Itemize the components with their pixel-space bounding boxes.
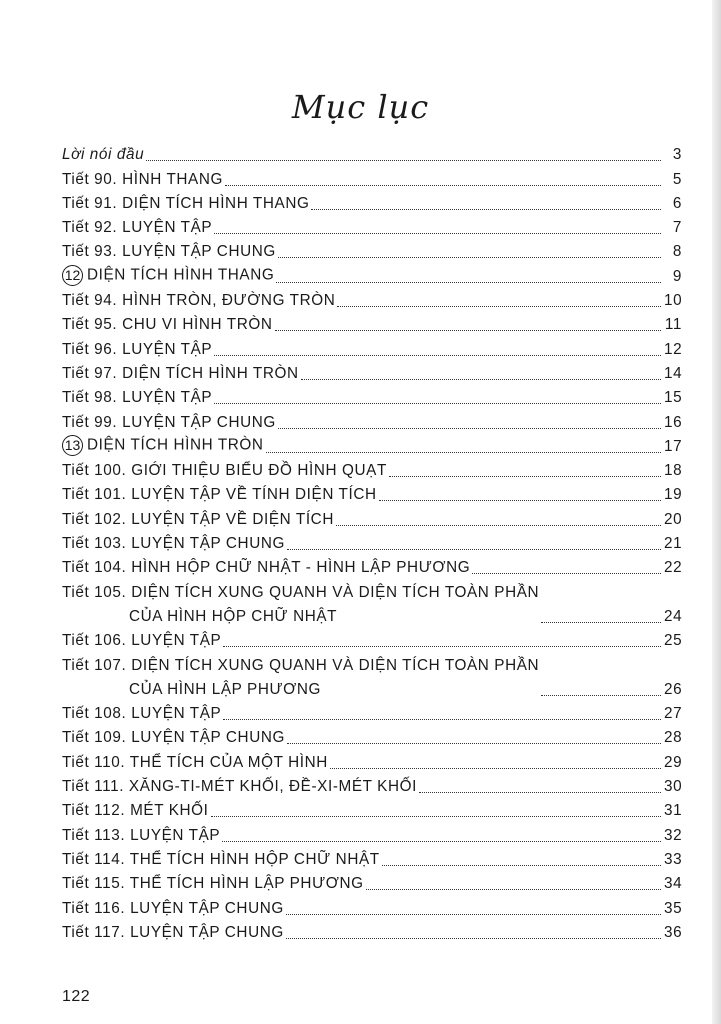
toc-entry-page: 30 <box>664 778 683 796</box>
toc-entry-page: 29 <box>664 753 683 771</box>
toc-entry <box>62 650 682 699</box>
toc-entry-page: 21 <box>664 535 683 553</box>
toc-entry-title: Tiết 116. LUYỆN TẬP CHUNG <box>62 899 284 917</box>
toc-entry-label-group <box>62 851 380 869</box>
toc-entry-title-line <box>62 435 264 456</box>
toc-entry-title-line <box>62 389 212 407</box>
toc-entry-title-line <box>62 462 387 480</box>
toc-entry <box>62 820 682 844</box>
toc-entry-title: Tiết 115. THỂ TÍCH HÌNH LẬP PHƯƠNG <box>62 875 364 893</box>
toc-entry-label-group <box>62 389 212 407</box>
toc-entry-page: 10 <box>664 292 683 310</box>
toc-entry-title: Tiết 95. CHU VI HÌNH TRÒN <box>62 316 273 334</box>
toc-entry-label-group <box>62 365 299 383</box>
toc-entry-page: 27 <box>664 705 683 723</box>
toc-entry-label-group <box>62 219 212 237</box>
dot-leader <box>419 792 661 793</box>
toc-entry-page: 28 <box>664 729 683 747</box>
dot-leader <box>225 185 661 186</box>
toc-entry-title: Tiết 105. DIỆN TÍCH XUNG QUANH VÀ DIỆN TÍCH TOÀN PHẦN <box>62 583 540 601</box>
toc-entry-page: 35 <box>664 899 683 917</box>
dot-leader <box>278 257 661 258</box>
toc-entry-title: DIỆN TÍCH HÌNH THANG <box>87 266 275 284</box>
toc-entry-page: 8 <box>672 243 682 261</box>
toc-entry-label-group <box>62 559 470 577</box>
toc-entry-title-line <box>62 802 209 820</box>
dot-leader <box>541 622 661 623</box>
toc-entry-title: Tiết 112. MÉT KHỐI <box>62 802 209 820</box>
toc-entry-title: Tiết 104. HÌNH HỘP CHỮ NHẬT - HÌNH LẬP PHƯƠNG <box>62 559 471 577</box>
toc-entry-title: Tiết 98. LUYỆN TẬP <box>62 389 213 407</box>
toc-entry-title: Tiết 99. LUYỆN TẬP CHUNG <box>62 413 276 431</box>
toc-entry-page: 16 <box>664 413 683 431</box>
dot-leader <box>336 525 661 526</box>
toc-entry-label-group <box>62 778 417 796</box>
toc-entry-title-line <box>62 243 276 261</box>
toc-entry-label-group <box>62 195 309 213</box>
toc-entry <box>62 237 682 261</box>
toc-entry <box>62 529 682 553</box>
toc-entry <box>62 164 682 188</box>
toc-entry-title: Tiết 96. LUYỆN TẬP <box>62 340 213 358</box>
toc-entry <box>62 893 682 917</box>
toc-entry <box>62 480 682 504</box>
toc-entry-label-group <box>62 535 285 553</box>
toc-entry <box>62 261 682 285</box>
toc-entry-title-line <box>62 924 284 942</box>
toc-entry-title-line <box>62 729 285 747</box>
toc-entry-label-group <box>62 292 335 310</box>
dot-leader <box>382 865 661 866</box>
toc-entry-title: Tiết 106. LUYỆN TẬP <box>62 632 222 650</box>
dot-leader <box>301 379 661 380</box>
dot-leader <box>472 573 661 574</box>
toc-entry-page: 18 <box>664 462 683 480</box>
toc-entry-label-group <box>62 584 539 626</box>
toc-entry-label-group <box>62 705 221 723</box>
dot-leader <box>278 428 661 429</box>
page-title: Mục lục <box>291 88 430 126</box>
dot-leader <box>337 306 661 307</box>
toc-entry <box>62 432 682 456</box>
toc-entry-title-line <box>62 584 539 602</box>
toc-entry-title: Tiết 108. LUYỆN TẬP <box>62 705 222 723</box>
toc-entry <box>62 772 682 796</box>
toc-entry-label-group <box>62 316 273 334</box>
dot-leader <box>287 743 661 744</box>
toc-entry-page: 9 <box>672 267 682 285</box>
toc-entry-label-group <box>62 802 209 820</box>
dot-leader <box>541 695 661 696</box>
toc-entry-title: Tiết 117. LUYỆN TẬP CHUNG <box>62 923 284 941</box>
toc-entry <box>62 310 682 334</box>
toc-entry-page: 7 <box>672 219 682 237</box>
toc-entry-title: Tiết 103. LUYỆN TẬP CHUNG <box>62 535 285 553</box>
toc-entry-page: 32 <box>664 826 683 844</box>
toc-entry <box>62 699 682 723</box>
dot-leader <box>366 889 661 890</box>
toc-entry-label-group <box>62 657 539 699</box>
dot-leader <box>146 160 661 161</box>
toc-entry-page: 15 <box>664 389 683 407</box>
toc-entry-title: Tiết 97. DIỆN TÍCH HÌNH TRÒN <box>62 364 299 382</box>
dot-leader <box>311 209 661 210</box>
toc-entry-title-line <box>62 511 334 529</box>
toc-entry-label-group <box>62 924 284 942</box>
dot-leader <box>211 816 661 817</box>
dot-leader <box>223 646 661 647</box>
toc-entry-page: 6 <box>672 194 682 212</box>
toc-entry-page: 19 <box>664 486 683 504</box>
toc-entry-title-line <box>62 195 309 213</box>
toc-entry <box>62 286 682 310</box>
dot-leader <box>275 330 662 331</box>
dot-leader <box>214 233 661 234</box>
toc-entry-label-group <box>62 171 223 189</box>
toc-entry-label-group <box>62 243 276 261</box>
toc-entry-label-group <box>62 486 377 504</box>
table-of-contents <box>62 140 682 942</box>
toc-entry-title: DIỆN TÍCH HÌNH TRÒN <box>87 436 264 454</box>
toc-entry-title-line <box>62 705 221 723</box>
toc-entry-title: Tiết 91. DIỆN TÍCH HÌNH THANG <box>62 194 310 212</box>
toc-entry-title-line <box>62 292 335 310</box>
toc-entry-label-group <box>62 827 220 845</box>
toc-entry <box>62 723 682 747</box>
toc-entry-title: Lời nói đầu <box>62 146 145 164</box>
toc-entry <box>62 504 682 528</box>
toc-entry-title-line <box>62 414 276 432</box>
toc-entry-label-group <box>62 265 274 286</box>
toc-entry <box>62 189 682 213</box>
toc-entry-title: Tiết 101. LUYỆN TẬP VỀ TÍNH DIỆN TÍCH <box>62 486 377 504</box>
toc-entry-title-line <box>62 219 212 237</box>
dot-leader <box>330 768 661 769</box>
toc-entry-title-line <box>62 778 417 796</box>
toc-entry-page: 22 <box>664 559 683 577</box>
toc-entry <box>62 407 682 431</box>
dot-leader <box>286 914 661 915</box>
toc-entry-page: 26 <box>664 680 683 698</box>
toc-entry-page: 24 <box>664 607 683 625</box>
lesson-number-circle: 13 <box>62 435 83 456</box>
toc-entry-title: Tiết 100. GIỚI THIỆU BIỂU ĐỒ HÌNH QUẠT <box>62 462 387 480</box>
dot-leader <box>214 403 661 404</box>
toc-entry-label-group <box>62 414 276 432</box>
toc-entry-label-group <box>62 632 221 650</box>
toc-entry-title-line <box>62 632 221 650</box>
toc-entry-title-line <box>62 827 220 845</box>
toc-entry <box>62 869 682 893</box>
toc-entry-label-group <box>62 462 387 480</box>
toc-entry-title-line <box>62 171 223 189</box>
toc-entry <box>62 140 682 164</box>
toc-entry-title: Tiết 90. HÌNH THANG <box>62 170 223 188</box>
toc-entry <box>62 456 682 480</box>
toc-entry-page: 12 <box>664 340 683 358</box>
toc-entry-page: 33 <box>664 850 683 868</box>
toc-entry-title-line <box>62 341 212 359</box>
toc-entry <box>62 918 682 942</box>
toc-entry-page: 3 <box>672 146 682 164</box>
dot-leader <box>286 938 661 939</box>
toc-entry-page: 20 <box>664 510 683 528</box>
toc-entry-title-line <box>62 535 285 553</box>
toc-entry-title-continuation: CỦA HÌNH HỘP CHỮ NHẬT <box>129 607 338 625</box>
dot-leader <box>214 355 661 356</box>
toc-entry-title: Tiết 102. LUYỆN TẬP VỀ DIỆN TÍCH <box>62 510 334 528</box>
toc-entry-title-line <box>62 365 299 383</box>
toc-entry <box>62 796 682 820</box>
toc-entry-page: 17 <box>664 437 683 455</box>
toc-entry-label-group <box>62 146 144 164</box>
toc-entry-title-continuation: CỦA HÌNH LẬP PHƯƠNG <box>129 680 322 698</box>
page-number: 122 <box>62 988 91 1005</box>
dot-leader <box>276 282 661 283</box>
dot-leader <box>287 549 661 550</box>
toc-entry <box>62 626 682 650</box>
toc-entry-page: 25 <box>664 632 683 650</box>
toc-entry <box>62 359 682 383</box>
toc-entry-page: 36 <box>664 923 683 941</box>
toc-entry <box>62 553 682 577</box>
toc-entry-title: Tiết 110. THỂ TÍCH CỦA MỘT HÌNH <box>62 753 328 771</box>
toc-entry-label-group <box>62 511 334 529</box>
toc-entry-label-group <box>62 729 285 747</box>
toc-entry-label-group <box>62 341 212 359</box>
toc-entry <box>62 213 682 237</box>
dot-leader <box>266 452 661 453</box>
toc-entry-label-group <box>62 875 364 893</box>
dot-leader <box>223 719 661 720</box>
toc-entry <box>62 334 682 358</box>
toc-entry-title: Tiết 93. LUYỆN TẬP CHUNG <box>62 243 276 261</box>
lesson-number-circle: 12 <box>62 265 83 286</box>
dot-leader <box>222 841 661 842</box>
toc-entry-title-line <box>62 316 273 334</box>
toc-entry-label-group <box>62 435 264 456</box>
toc-entry-title-line <box>62 851 380 869</box>
dot-leader <box>379 500 661 501</box>
toc-entry-title-line <box>62 657 539 675</box>
toc-entry-page: 5 <box>672 170 682 188</box>
toc-entry-title-line <box>62 486 377 504</box>
toc-entry-title-line <box>62 900 284 918</box>
toc-entry-title: Tiết 113. LUYỆN TẬP <box>62 826 221 844</box>
toc-entry-title-line <box>62 559 470 577</box>
toc-entry-page: 31 <box>664 802 683 820</box>
toc-entry-title: Tiết 111. XĂNG-TI-MÉT KHỐI, ĐỀ-XI-MÉT KHỐI <box>62 778 417 796</box>
toc-entry-title: Tiết 114. THỂ TÍCH HÌNH HỘP CHỮ NHẬT <box>62 850 380 868</box>
toc-entry-title-line <box>62 875 364 893</box>
toc-entry-title-line <box>62 146 144 164</box>
toc-entry-page: 34 <box>664 875 683 893</box>
toc-entry-label-group <box>62 754 328 772</box>
toc-entry-title: Tiết 92. LUYỆN TẬP <box>62 219 213 237</box>
toc-entry-page: 14 <box>664 364 683 382</box>
toc-entry-title: Tiết 109. LUYỆN TẬP CHUNG <box>62 729 285 747</box>
toc-entry-title-line <box>62 754 328 772</box>
toc-entry <box>62 747 682 771</box>
toc-entry <box>62 845 682 869</box>
dot-leader <box>389 476 661 477</box>
toc-entry-page: 11 <box>664 316 682 334</box>
page-edge-shadow <box>712 0 721 1024</box>
toc-entry-label-group <box>62 900 284 918</box>
toc-entry-title-line <box>62 265 274 286</box>
toc-entry-title: Tiết 107. DIỆN TÍCH XUNG QUANH VÀ DIỆN TÍCH TOÀN PHẦN <box>62 656 540 674</box>
toc-entry <box>62 383 682 407</box>
toc-entry <box>62 577 682 626</box>
toc-entry-title: Tiết 94. HÌNH TRÒN, ĐƯỜNG TRÒN <box>62 292 336 310</box>
